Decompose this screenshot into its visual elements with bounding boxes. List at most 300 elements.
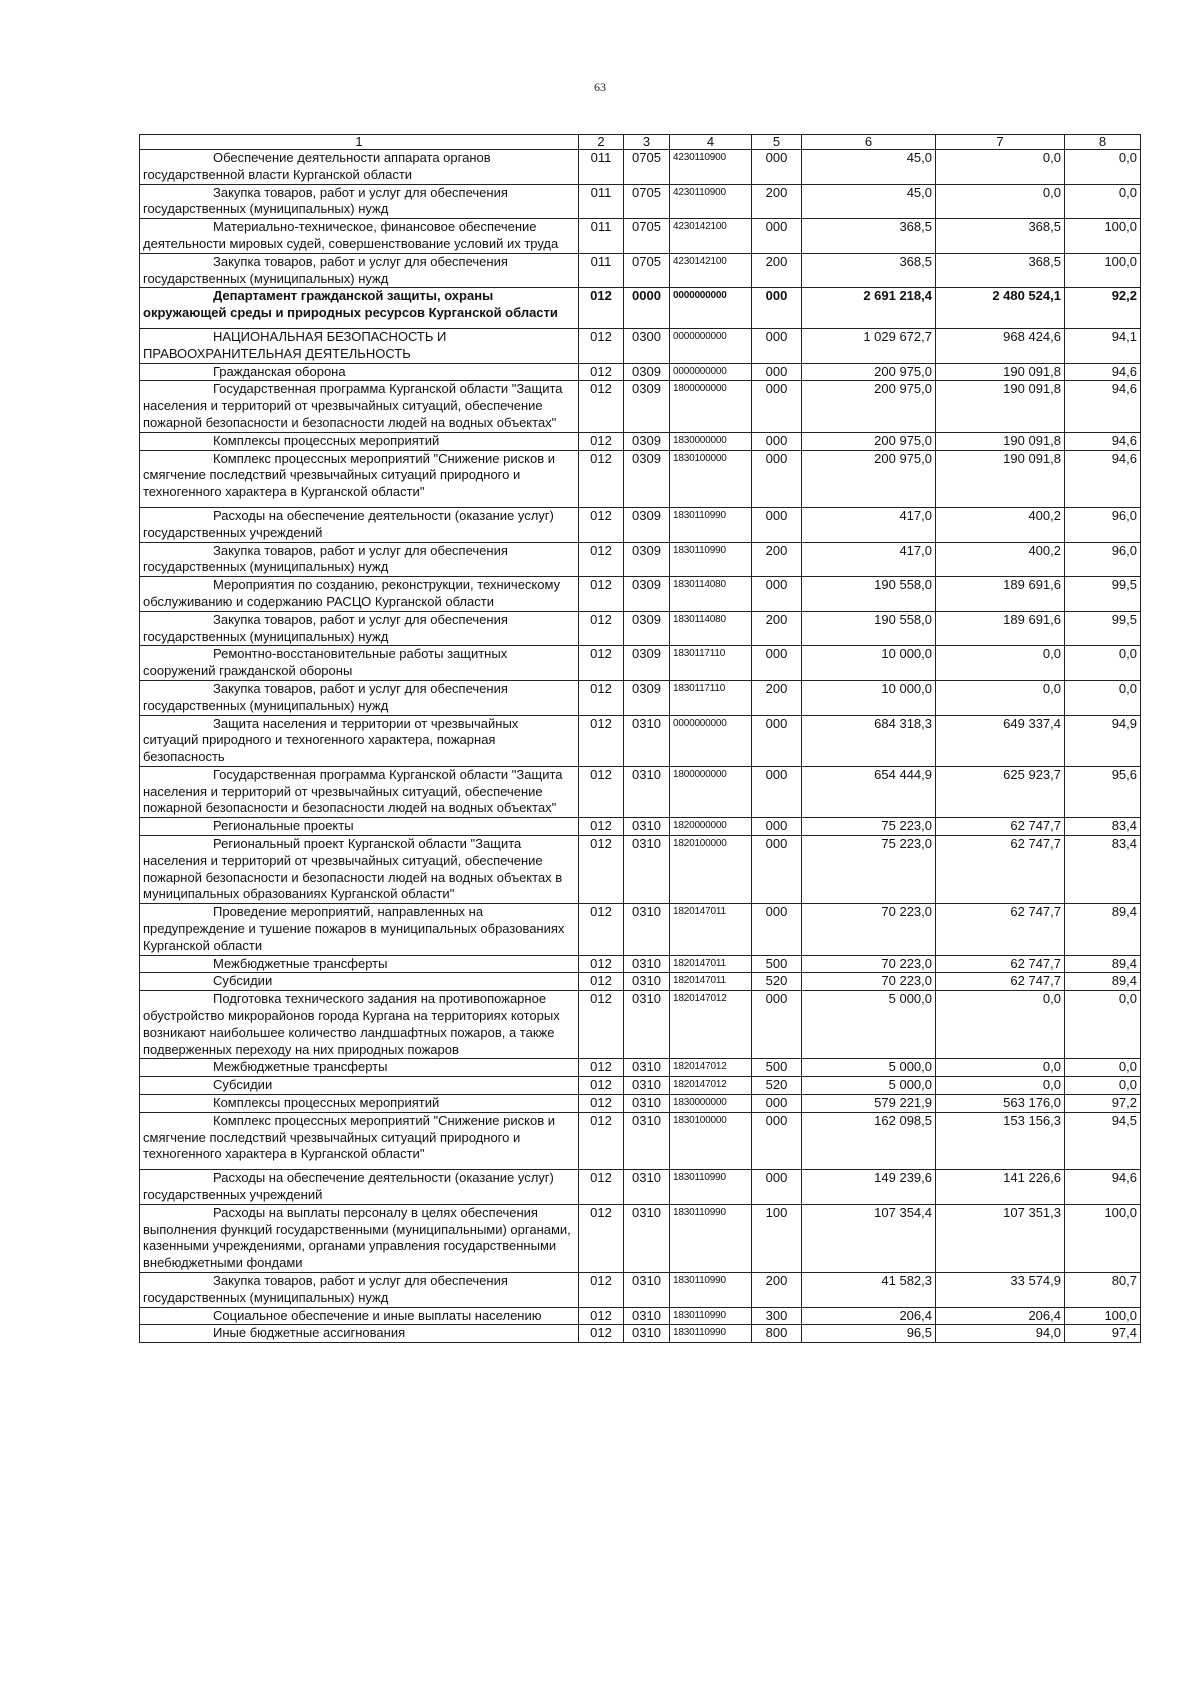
section-code: 0309 <box>624 450 670 507</box>
planned-amount: 368,5 <box>802 219 936 254</box>
admin-code: 012 <box>579 1307 624 1325</box>
row-name: Государственная программа Курганской области "Защита населения и территорий от чрезвычайных ситуаций, обеспечение пожарной безопасности и безопасности людей на водных объектах" <box>140 381 579 432</box>
row-name: Закупка товаров, работ и услуг для обеспечения государственных (муниципальных) нужд <box>140 184 579 219</box>
column-header: 5 <box>752 135 802 150</box>
table-row <box>140 1204 1141 1272</box>
expense-type-code: 000 <box>752 381 802 432</box>
row-name: Межбюджетные трансферты <box>140 955 579 973</box>
executed-amount: 0,0 <box>936 680 1065 715</box>
expense-type-code: 000 <box>752 818 802 836</box>
executed-amount: 153 156,3 <box>936 1112 1065 1169</box>
execution-percent: 96,0 <box>1065 507 1141 542</box>
execution-percent: 0,0 <box>1065 646 1141 681</box>
row-name: Департамент гражданской защиты, охраны окружающей среды и природных ресурсов Курганской области <box>140 288 579 329</box>
table-row <box>140 680 1141 715</box>
row-name: Региональные проекты <box>140 818 579 836</box>
admin-code: 012 <box>579 432 624 450</box>
planned-amount: 41 582,3 <box>802 1273 936 1308</box>
section-code: 0310 <box>624 818 670 836</box>
executed-amount: 563 176,0 <box>936 1095 1065 1113</box>
target-article-code: 1830117110 <box>670 646 752 681</box>
admin-code: 012 <box>579 1112 624 1169</box>
executed-amount: 190 091,8 <box>936 381 1065 432</box>
planned-amount: 149 239,6 <box>802 1170 936 1205</box>
planned-amount: 70 223,0 <box>802 955 936 973</box>
admin-code: 012 <box>579 1325 624 1343</box>
planned-amount: 45,0 <box>802 184 936 219</box>
target-article-code: 1830114080 <box>670 611 752 646</box>
planned-amount: 417,0 <box>802 507 936 542</box>
table-row <box>140 818 1141 836</box>
admin-code: 012 <box>579 381 624 432</box>
table-row <box>140 955 1141 973</box>
admin-code: 012 <box>579 1095 624 1113</box>
row-name: Закупка товаров, работ и услуг для обеспечения государственных (муниципальных) нужд <box>140 542 579 577</box>
column-header: 3 <box>624 135 670 150</box>
target-article-code: 1830000000 <box>670 432 752 450</box>
admin-code: 012 <box>579 577 624 612</box>
row-name: Мероприятия по созданию, реконструкции, техническому обслуживанию и содержанию РАСЦО Курганской области <box>140 577 579 612</box>
planned-amount: 5 000,0 <box>802 1059 936 1077</box>
execution-percent: 99,5 <box>1065 611 1141 646</box>
admin-code: 012 <box>579 611 624 646</box>
admin-code: 012 <box>579 680 624 715</box>
expense-type-code: 000 <box>752 150 802 185</box>
section-code: 0310 <box>624 1077 670 1095</box>
executed-amount: 62 747,7 <box>936 973 1065 991</box>
execution-percent: 95,6 <box>1065 766 1141 817</box>
execution-percent: 92,2 <box>1065 288 1141 329</box>
execution-percent: 96,0 <box>1065 542 1141 577</box>
table-row <box>140 715 1141 766</box>
executed-amount: 968 424,6 <box>936 328 1065 363</box>
execution-percent: 99,5 <box>1065 577 1141 612</box>
row-name: Проведение мероприятий, направленных на предупреждение и тушение пожаров в муниципальных образованиях Курганской области <box>140 904 579 955</box>
table-row <box>140 646 1141 681</box>
planned-amount: 107 354,4 <box>802 1204 936 1272</box>
expense-type-code: 000 <box>752 363 802 381</box>
column-header: 2 <box>579 135 624 150</box>
budget-table <box>139 134 1141 1343</box>
admin-code: 012 <box>579 955 624 973</box>
planned-amount: 70 223,0 <box>802 973 936 991</box>
executed-amount: 649 337,4 <box>936 715 1065 766</box>
target-article-code: 1820100000 <box>670 836 752 904</box>
executed-amount: 189 691,6 <box>936 577 1065 612</box>
admin-code: 012 <box>579 836 624 904</box>
admin-code: 012 <box>579 973 624 991</box>
target-article-code: 1820147011 <box>670 955 752 973</box>
section-code: 0310 <box>624 715 670 766</box>
row-name: Комплексы процессных мероприятий <box>140 1095 579 1113</box>
execution-percent: 0,0 <box>1065 991 1141 1059</box>
target-article-code: 0000000000 <box>670 288 752 329</box>
section-code: 0310 <box>624 1170 670 1205</box>
planned-amount: 96,5 <box>802 1325 936 1343</box>
target-article-code: 1820147012 <box>670 1077 752 1095</box>
header-row <box>140 135 1141 150</box>
target-article-code: 4230110900 <box>670 184 752 219</box>
target-article-code: 1830110990 <box>670 1204 752 1272</box>
row-name: Государственная программа Курганской области "Защита населения и территорий от чрезвычайных ситуаций, обеспечение пожарной безопасности и безопасности людей на водных объектах" <box>140 766 579 817</box>
planned-amount: 200 975,0 <box>802 432 936 450</box>
admin-code: 012 <box>579 904 624 955</box>
target-article-code: 1800000000 <box>670 381 752 432</box>
expense-type-code: 520 <box>752 1077 802 1095</box>
executed-amount: 368,5 <box>936 253 1065 288</box>
section-code: 0310 <box>624 1095 670 1113</box>
table-row <box>140 1059 1141 1077</box>
planned-amount: 654 444,9 <box>802 766 936 817</box>
executed-amount: 0,0 <box>936 150 1065 185</box>
executed-amount: 0,0 <box>936 991 1065 1059</box>
execution-percent: 97,2 <box>1065 1095 1141 1113</box>
table-row <box>140 991 1141 1059</box>
executed-amount: 190 091,8 <box>936 450 1065 507</box>
section-code: 0309 <box>624 542 670 577</box>
target-article-code: 1830000000 <box>670 1095 752 1113</box>
section-code: 0310 <box>624 1325 670 1343</box>
planned-amount: 2 691 218,4 <box>802 288 936 329</box>
execution-percent: 89,4 <box>1065 904 1141 955</box>
row-name: Социальное обеспечение и иные выплаты населению <box>140 1307 579 1325</box>
table-row <box>140 611 1141 646</box>
section-code: 0300 <box>624 328 670 363</box>
table-row <box>140 1273 1141 1308</box>
execution-percent: 0,0 <box>1065 1059 1141 1077</box>
row-name: Комплекс процессных мероприятий "Снижение рисков и смягчение последствий чрезвычайных ситуаций природного и техногенного характера в Курганской области" <box>140 450 579 507</box>
section-code: 0310 <box>624 904 670 955</box>
section-code: 0000 <box>624 288 670 329</box>
expense-type-code: 000 <box>752 432 802 450</box>
column-header: 6 <box>802 135 936 150</box>
row-name: Закупка товаров, работ и услуг для обеспечения государственных (муниципальных) нужд <box>140 611 579 646</box>
row-name: Ремонтно-восстановительные работы защитных сооружений гражданской обороны <box>140 646 579 681</box>
admin-code: 012 <box>579 328 624 363</box>
executed-amount: 190 091,8 <box>936 432 1065 450</box>
expense-type-code: 500 <box>752 955 802 973</box>
execution-percent: 94,6 <box>1065 363 1141 381</box>
target-article-code: 0000000000 <box>670 363 752 381</box>
executed-amount: 107 351,3 <box>936 1204 1065 1272</box>
expense-type-code: 000 <box>752 288 802 329</box>
table-row <box>140 184 1141 219</box>
executed-amount: 62 747,7 <box>936 818 1065 836</box>
executed-amount: 368,5 <box>936 219 1065 254</box>
table-row <box>140 973 1141 991</box>
expense-type-code: 000 <box>752 904 802 955</box>
target-article-code: 0000000000 <box>670 715 752 766</box>
table-row <box>140 1095 1141 1113</box>
planned-amount: 75 223,0 <box>802 818 936 836</box>
execution-percent: 100,0 <box>1065 1307 1141 1325</box>
admin-code: 012 <box>579 1059 624 1077</box>
target-article-code: 1830110990 <box>670 1325 752 1343</box>
admin-code: 012 <box>579 507 624 542</box>
expense-type-code: 000 <box>752 577 802 612</box>
execution-percent: 94,6 <box>1065 381 1141 432</box>
planned-amount: 200 975,0 <box>802 363 936 381</box>
expense-type-code: 000 <box>752 766 802 817</box>
section-code: 0310 <box>624 955 670 973</box>
execution-percent: 94,6 <box>1065 432 1141 450</box>
row-name: Гражданская оборона <box>140 363 579 381</box>
planned-amount: 10 000,0 <box>802 646 936 681</box>
table-row <box>140 904 1141 955</box>
row-name: Защита населения и территории от чрезвычайных ситуаций природного и техногенного характера, пожарная безопасность <box>140 715 579 766</box>
admin-code: 011 <box>579 253 624 288</box>
section-code: 0705 <box>624 253 670 288</box>
section-code: 0310 <box>624 973 670 991</box>
target-article-code: 1800000000 <box>670 766 752 817</box>
admin-code: 012 <box>579 1204 624 1272</box>
planned-amount: 579 221,9 <box>802 1095 936 1113</box>
admin-code: 012 <box>579 818 624 836</box>
row-name: Подготовка технического задания на противопожарное обустройство микрорайонов города Кургана на территориях которых возникают наибольшее количество ландшафтных пожаров, а также подверженных переходу на них природных пожаров <box>140 991 579 1059</box>
section-code: 0310 <box>624 1273 670 1308</box>
expense-type-code: 200 <box>752 184 802 219</box>
expense-type-code: 200 <box>752 253 802 288</box>
execution-percent: 89,4 <box>1065 973 1141 991</box>
table-row <box>140 507 1141 542</box>
table-row <box>140 1170 1141 1205</box>
expense-type-code: 000 <box>752 836 802 904</box>
execution-percent: 100,0 <box>1065 253 1141 288</box>
admin-code: 012 <box>579 766 624 817</box>
target-article-code: 1830100000 <box>670 450 752 507</box>
row-name: Межбюджетные трансферты <box>140 1059 579 1077</box>
target-article-code: 1830117110 <box>670 680 752 715</box>
expense-type-code: 000 <box>752 328 802 363</box>
section-code: 0705 <box>624 184 670 219</box>
row-name: Субсидии <box>140 1077 579 1095</box>
admin-code: 011 <box>579 150 624 185</box>
execution-percent: 80,7 <box>1065 1273 1141 1308</box>
admin-code: 012 <box>579 991 624 1059</box>
planned-amount: 75 223,0 <box>802 836 936 904</box>
target-article-code: 0000000000 <box>670 328 752 363</box>
admin-code: 011 <box>579 184 624 219</box>
section-code: 0309 <box>624 646 670 681</box>
row-name: Расходы на обеспечение деятельности (оказание услуг) государственных учреждений <box>140 1170 579 1205</box>
planned-amount: 10 000,0 <box>802 680 936 715</box>
target-article-code: 1830110990 <box>670 542 752 577</box>
row-name: Расходы на обеспечение деятельности (оказание услуг) государственных учреждений <box>140 507 579 542</box>
target-article-code: 1820147011 <box>670 973 752 991</box>
target-article-code: 1820147012 <box>670 1059 752 1077</box>
table-row <box>140 432 1141 450</box>
section-code: 0309 <box>624 363 670 381</box>
executed-amount: 94,0 <box>936 1325 1065 1343</box>
section-code: 0309 <box>624 507 670 542</box>
section-code: 0705 <box>624 150 670 185</box>
row-name: Закупка товаров, работ и услуг для обеспечения государственных (муниципальных) нужд <box>140 680 579 715</box>
planned-amount: 162 098,5 <box>802 1112 936 1169</box>
expense-type-code: 200 <box>752 542 802 577</box>
section-code: 0310 <box>624 1059 670 1077</box>
expense-type-code: 000 <box>752 646 802 681</box>
admin-code: 012 <box>579 542 624 577</box>
expense-type-code: 000 <box>752 507 802 542</box>
planned-amount: 190 558,0 <box>802 611 936 646</box>
table-row <box>140 1077 1141 1095</box>
expense-type-code: 000 <box>752 715 802 766</box>
executed-amount: 141 226,6 <box>936 1170 1065 1205</box>
execution-percent: 94,5 <box>1065 1112 1141 1169</box>
execution-percent: 0,0 <box>1065 184 1141 219</box>
execution-percent: 94,1 <box>1065 328 1141 363</box>
table-row <box>140 150 1141 185</box>
section-code: 0310 <box>624 1112 670 1169</box>
target-article-code: 1820000000 <box>670 818 752 836</box>
execution-percent: 100,0 <box>1065 1204 1141 1272</box>
table-row <box>140 363 1141 381</box>
column-header: 4 <box>670 135 752 150</box>
table-row <box>140 1112 1141 1169</box>
executed-amount: 62 747,7 <box>936 955 1065 973</box>
section-code: 0309 <box>624 611 670 646</box>
admin-code: 012 <box>579 288 624 329</box>
target-article-code: 1830110990 <box>670 1170 752 1205</box>
execution-percent: 0,0 <box>1065 1077 1141 1095</box>
target-article-code: 4230110900 <box>670 150 752 185</box>
executed-amount: 189 691,6 <box>936 611 1065 646</box>
executed-amount: 0,0 <box>936 646 1065 681</box>
table-row <box>140 381 1141 432</box>
execution-percent: 94,9 <box>1065 715 1141 766</box>
column-header: 7 <box>936 135 1065 150</box>
executed-amount: 0,0 <box>936 1077 1065 1095</box>
row-name: Субсидии <box>140 973 579 991</box>
target-article-code: 1830114080 <box>670 577 752 612</box>
executed-amount: 625 923,7 <box>936 766 1065 817</box>
admin-code: 011 <box>579 219 624 254</box>
row-name: Материально-техническое, финансовое обеспечение деятельности мировых судей, совершенствование условий их труда <box>140 219 579 254</box>
execution-percent: 83,4 <box>1065 836 1141 904</box>
row-name: Расходы на выплаты персоналу в целях обеспечения выполнения функций государственными (муниципальными) органами, казенными учреждениями, органами управления государственными внебюджетными фондами <box>140 1204 579 1272</box>
planned-amount: 1 029 672,7 <box>802 328 936 363</box>
executed-amount: 0,0 <box>936 1059 1065 1077</box>
expense-type-code: 800 <box>752 1325 802 1343</box>
planned-amount: 70 223,0 <box>802 904 936 955</box>
column-header: 8 <box>1065 135 1141 150</box>
section-code: 0309 <box>624 577 670 612</box>
executed-amount: 2 480 524,1 <box>936 288 1065 329</box>
execution-percent: 0,0 <box>1065 150 1141 185</box>
planned-amount: 45,0 <box>802 150 936 185</box>
target-article-code: 1830110990 <box>670 507 752 542</box>
execution-percent: 0,0 <box>1065 680 1141 715</box>
admin-code: 012 <box>579 1077 624 1095</box>
planned-amount: 206,4 <box>802 1307 936 1325</box>
section-code: 0310 <box>624 1204 670 1272</box>
target-article-code: 1830100000 <box>670 1112 752 1169</box>
section-code: 0310 <box>624 991 670 1059</box>
execution-percent: 100,0 <box>1065 219 1141 254</box>
admin-code: 012 <box>579 450 624 507</box>
execution-percent: 89,4 <box>1065 955 1141 973</box>
table-row <box>140 766 1141 817</box>
planned-amount: 5 000,0 <box>802 1077 936 1095</box>
expense-type-code: 500 <box>752 1059 802 1077</box>
table-row <box>140 1307 1141 1325</box>
table-row <box>140 577 1141 612</box>
section-code: 0309 <box>624 432 670 450</box>
expense-type-code: 000 <box>752 219 802 254</box>
expense-type-code: 520 <box>752 973 802 991</box>
table-row <box>140 328 1141 363</box>
expense-type-code: 000 <box>752 450 802 507</box>
page-number: 63 <box>594 80 606 94</box>
executed-amount: 33 574,9 <box>936 1273 1065 1308</box>
table-row <box>140 836 1141 904</box>
section-code: 0705 <box>624 219 670 254</box>
expense-type-code: 300 <box>752 1307 802 1325</box>
executed-amount: 206,4 <box>936 1307 1065 1325</box>
table-row <box>140 253 1141 288</box>
row-name: Закупка товаров, работ и услуг для обеспечения государственных (муниципальных) нужд <box>140 1273 579 1308</box>
expense-type-code: 000 <box>752 1095 802 1113</box>
expense-type-code: 000 <box>752 1112 802 1169</box>
row-name: Комплексы процессных мероприятий <box>140 432 579 450</box>
expense-type-code: 200 <box>752 1273 802 1308</box>
row-name: Закупка товаров, работ и услуг для обеспечения государственных (муниципальных) нужд <box>140 253 579 288</box>
table-row <box>140 1325 1141 1343</box>
section-code: 0310 <box>624 1307 670 1325</box>
planned-amount: 200 975,0 <box>802 381 936 432</box>
execution-percent: 94,6 <box>1065 450 1141 507</box>
admin-code: 012 <box>579 363 624 381</box>
section-code: 0310 <box>624 836 670 904</box>
executed-amount: 0,0 <box>936 184 1065 219</box>
expense-type-code: 200 <box>752 680 802 715</box>
admin-code: 012 <box>579 1273 624 1308</box>
row-name: Обеспечение деятельности аппарата органов государственной власти Курганской области <box>140 150 579 185</box>
row-name: Комплекс процессных мероприятий "Снижение рисков и смягчение последствий чрезвычайных ситуаций природного и техногенного характера в Курганской области" <box>140 1112 579 1169</box>
row-name: Региональный проект Курганской области "Защита населения и территорий от чрезвычайных ситуаций, обеспечение пожарной безопасности и безопасности людей на водных объектах в муниципальных образованиях Курганской области" <box>140 836 579 904</box>
executed-amount: 62 747,7 <box>936 836 1065 904</box>
planned-amount: 368,5 <box>802 253 936 288</box>
executed-amount: 400,2 <box>936 542 1065 577</box>
row-name: НАЦИОНАЛЬНАЯ БЕЗОПАСНОСТЬ И ПРАВООХРАНИТЕЛЬНАЯ ДЕЯТЕЛЬНОСТЬ <box>140 328 579 363</box>
planned-amount: 200 975,0 <box>802 450 936 507</box>
execution-percent: 97,4 <box>1065 1325 1141 1343</box>
target-article-code: 1820147012 <box>670 991 752 1059</box>
target-article-code: 1830110990 <box>670 1273 752 1308</box>
execution-percent: 83,4 <box>1065 818 1141 836</box>
executed-amount: 400,2 <box>936 507 1065 542</box>
target-article-code: 4230142100 <box>670 253 752 288</box>
table-row <box>140 542 1141 577</box>
table-row <box>140 288 1141 329</box>
expense-type-code: 200 <box>752 611 802 646</box>
admin-code: 012 <box>579 715 624 766</box>
planned-amount: 684 318,3 <box>802 715 936 766</box>
planned-amount: 190 558,0 <box>802 577 936 612</box>
table-row <box>140 219 1141 254</box>
planned-amount: 5 000,0 <box>802 991 936 1059</box>
executed-amount: 62 747,7 <box>936 904 1065 955</box>
admin-code: 012 <box>579 646 624 681</box>
column-header: 1 <box>140 135 579 150</box>
admin-code: 012 <box>579 1170 624 1205</box>
executed-amount: 190 091,8 <box>936 363 1065 381</box>
section-code: 0309 <box>624 381 670 432</box>
expense-type-code: 000 <box>752 991 802 1059</box>
row-name: Иные бюджетные ассигнования <box>140 1325 579 1343</box>
target-article-code: 1820147011 <box>670 904 752 955</box>
planned-amount: 417,0 <box>802 542 936 577</box>
